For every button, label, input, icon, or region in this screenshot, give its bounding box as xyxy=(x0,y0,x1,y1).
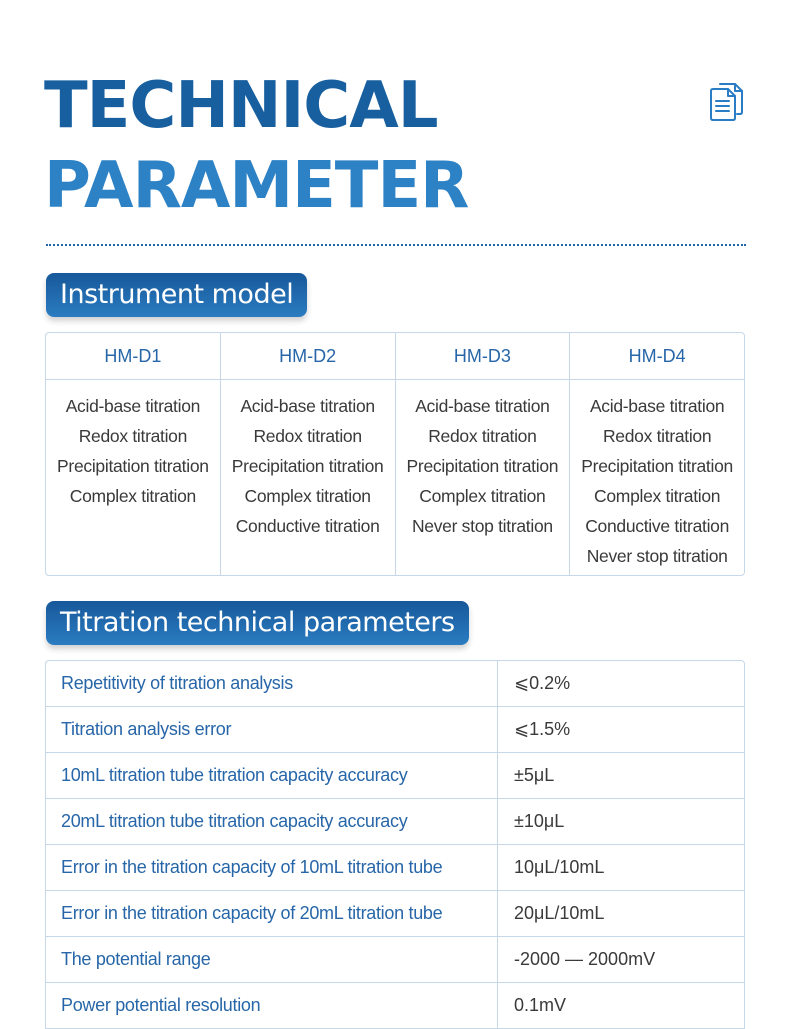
model-function: Precipitation titration xyxy=(406,456,559,476)
model-name: HM-D3 xyxy=(396,333,570,380)
model-function-list xyxy=(221,380,395,541)
model-function-list xyxy=(46,380,220,511)
table-row xyxy=(46,707,744,753)
model-function: Acid-base titration xyxy=(65,396,201,416)
model-function: Conductive titration xyxy=(585,516,730,536)
model-function: Precipitation titration xyxy=(231,456,384,476)
model-column xyxy=(570,333,744,575)
page-title xyxy=(44,66,468,226)
model-function: Acid-base titration xyxy=(415,396,550,416)
parameter-name: Titration analysis error xyxy=(46,707,498,752)
title-line-1: TECHNICAL xyxy=(44,69,438,143)
model-function: Redox titration xyxy=(602,426,712,446)
titration-parameters-table xyxy=(45,660,745,1029)
parameter-value: 0.1mV xyxy=(514,995,567,1015)
model-column xyxy=(221,333,396,575)
parameter-value: 10μL/10mL xyxy=(514,857,605,877)
titration-parameters-heading: Titration technical parameters xyxy=(46,601,469,645)
table-row xyxy=(46,845,744,891)
model-function: Conductive titration xyxy=(235,516,380,536)
model-function: Complex titration xyxy=(244,486,371,506)
dotted-divider xyxy=(46,244,746,246)
parameter-name: Repetitivity of titration analysis xyxy=(46,661,498,706)
model-column xyxy=(396,333,571,575)
parameter-value: ±10μL xyxy=(514,811,565,831)
model-function: Precipitation titration xyxy=(581,456,733,476)
parameter-value: -2000 — 2000mV xyxy=(514,949,656,969)
model-function: Never stop titration xyxy=(586,546,728,566)
model-name: HM-D1 xyxy=(46,333,220,380)
parameter-value: ±5μL xyxy=(514,765,555,785)
model-function: Acid-base titration xyxy=(589,396,725,416)
model-function: Complex titration xyxy=(69,486,196,506)
model-function: Complex titration xyxy=(594,486,721,506)
parameter-name: 20mL titration tube titration capacity accuracy xyxy=(46,799,498,844)
table-row xyxy=(46,983,744,1029)
parameter-value: ⩽1.5% xyxy=(514,719,571,739)
model-function: Never stop titration xyxy=(411,516,553,536)
model-function-list xyxy=(396,380,570,541)
parameter-name: 10mL titration tube titration capacity accuracy xyxy=(46,753,498,798)
parameter-name: Error in the titration capacity of 20mL titration tube xyxy=(46,891,498,936)
model-function: Redox titration xyxy=(78,426,188,446)
table-row xyxy=(46,753,744,799)
parameter-name: Power potential resolution xyxy=(46,983,498,1028)
model-function: Precipitation titration xyxy=(57,456,209,476)
model-function: Redox titration xyxy=(253,426,362,446)
model-column xyxy=(46,333,221,575)
instrument-model-heading: Instrument model xyxy=(46,273,307,317)
parameter-name: Error in the titration capacity of 10mL titration tube xyxy=(46,845,498,890)
documents-icon xyxy=(706,80,748,122)
parameter-value: ⩽0.2% xyxy=(514,673,571,693)
table-row xyxy=(46,799,744,845)
model-function: Complex titration xyxy=(419,486,546,506)
model-name: HM-D4 xyxy=(570,333,744,380)
table-row xyxy=(46,937,744,983)
title-line-2: PARAMETER xyxy=(44,149,469,223)
model-function: Redox titration xyxy=(428,426,537,446)
table-row xyxy=(46,891,744,937)
model-name: HM-D2 xyxy=(221,333,395,380)
instrument-model-table xyxy=(45,332,745,576)
table-row xyxy=(46,661,744,707)
model-function: Acid-base titration xyxy=(240,396,375,416)
parameter-name: The potential range xyxy=(46,937,498,982)
model-function-list xyxy=(570,380,744,571)
parameter-value: 20μL/10mL xyxy=(514,903,605,923)
